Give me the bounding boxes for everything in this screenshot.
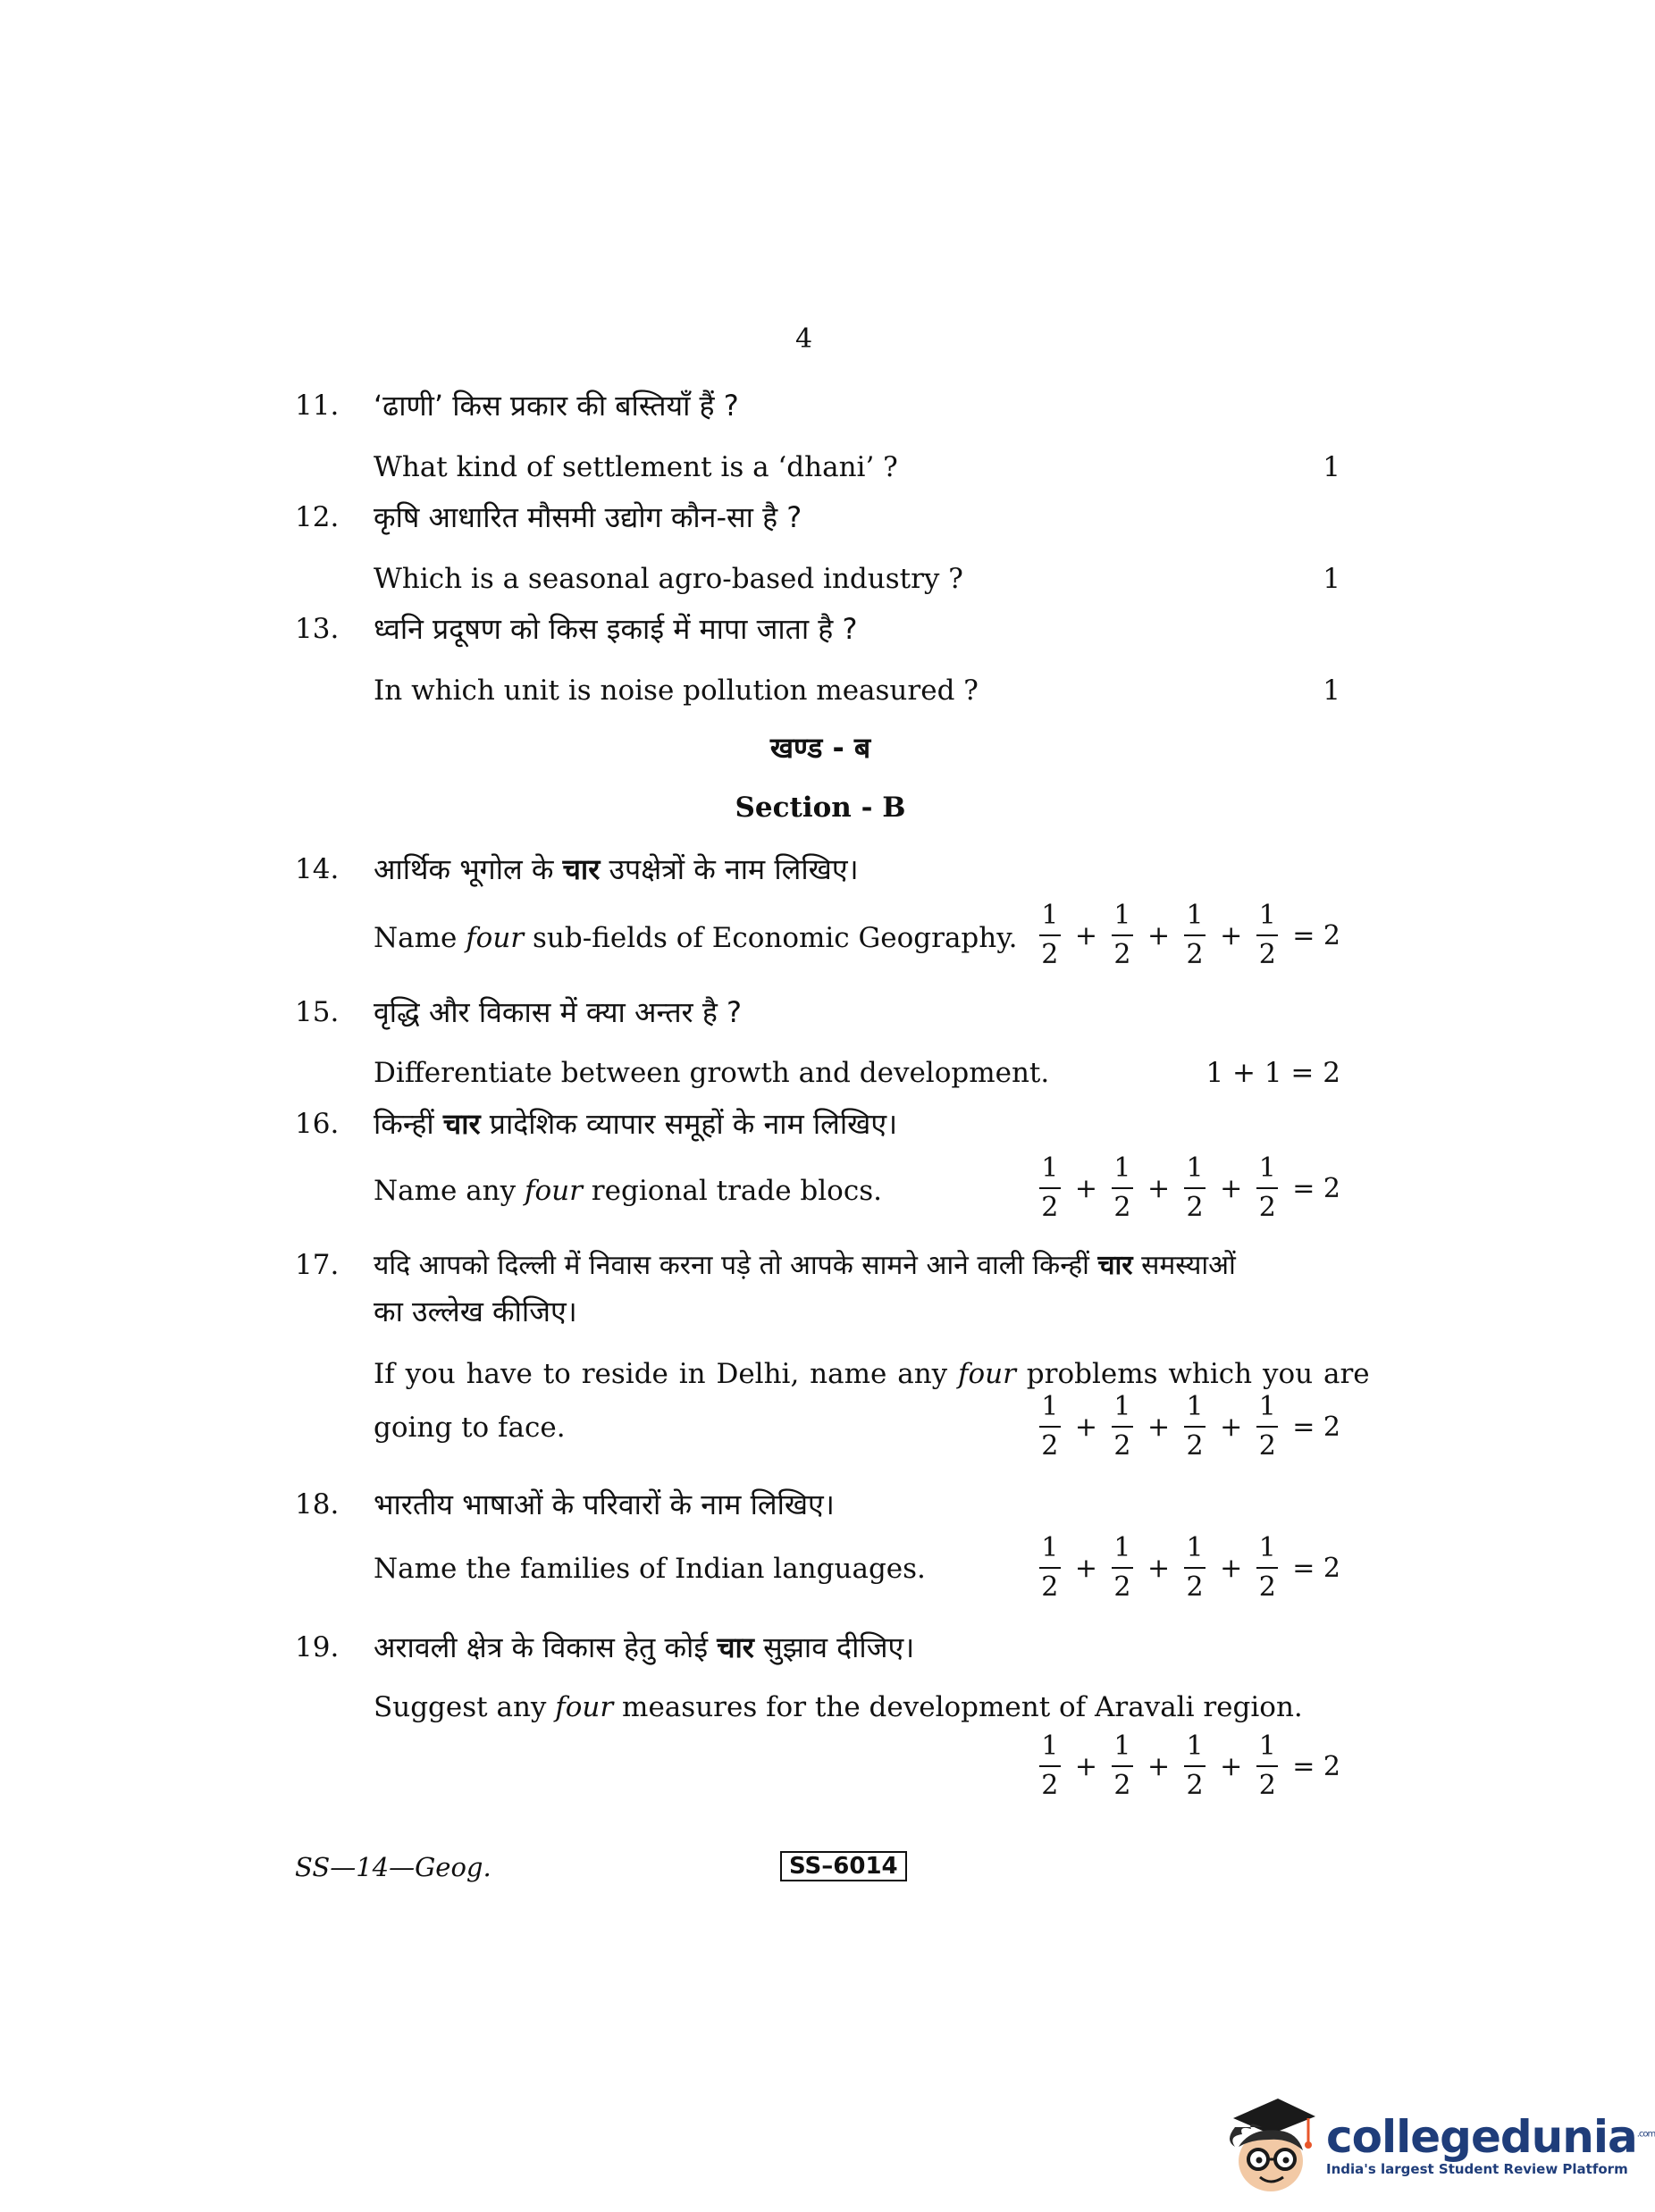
plus-sign: +: [1074, 1411, 1097, 1443]
fraction-marks: [1039, 1152, 1340, 1223]
fraction-denominator: 2: [1258, 1430, 1276, 1462]
fraction-denominator: 2: [1186, 1770, 1204, 1801]
footer-paper-code: SS–6014: [780, 1851, 907, 1881]
fraction-numerator: 1: [1258, 1730, 1276, 1762]
question-hindi: वृद्धि और विकास में क्या अन्तर है ?: [374, 995, 742, 1029]
fraction-half: [1256, 902, 1278, 968]
question-number: 12.: [295, 501, 340, 533]
question-hindi: यदि आपको दिल्ली में निवास करना पड़े तो आपके सामने आने वाली किन्हीं चार समस्याओं: [374, 1250, 1236, 1281]
question-hindi: आर्थिक भूगोल के चार उपक्षेत्रों के नाम लिखिए।: [374, 852, 859, 886]
fraction-half: [1256, 1730, 1278, 1801]
fraction-denominator: 2: [1113, 939, 1131, 970]
plus-sign: +: [1220, 1552, 1243, 1584]
fraction-half: [1112, 902, 1133, 968]
fraction-denominator: 2: [1041, 1192, 1059, 1223]
fraction-denominator: 2: [1113, 1770, 1131, 1801]
fraction-marks: [1039, 1532, 1340, 1603]
marks-total: = 2: [1292, 1172, 1340, 1204]
footer-subject-code: SS—14—Geog.: [295, 1852, 491, 1882]
plus-sign: +: [1147, 1750, 1171, 1782]
plus-sign: +: [1220, 919, 1243, 951]
fraction-half: [1112, 1532, 1133, 1603]
plus-sign: +: [1220, 1411, 1243, 1443]
fraction-denominator: 2: [1041, 1430, 1059, 1462]
question-english: Differentiate between growth and development.: [374, 1057, 1050, 1089]
question-number: 13.: [295, 613, 340, 645]
fraction-numerator: 1: [1258, 1152, 1276, 1184]
fraction-denominator: 2: [1041, 939, 1059, 970]
fraction-numerator: 1: [1041, 1391, 1059, 1422]
plus-sign: +: [1074, 1172, 1097, 1204]
fraction-numerator: 1: [1041, 1152, 1059, 1184]
plus-sign: +: [1220, 1750, 1243, 1782]
fraction-half: [1184, 1391, 1206, 1462]
marks-total: = 2: [1292, 1552, 1340, 1584]
fraction-half: [1184, 902, 1206, 968]
question-hindi-line2: का उल्लेख कीजिए।: [374, 1295, 577, 1328]
plus-sign: +: [1147, 1172, 1171, 1204]
question-number: 15.: [295, 996, 340, 1028]
question-hindi: अरावली क्षेत्र के विकास हेतु कोई चार सुझाव दीजिए।: [374, 1630, 915, 1664]
question-number: 17.: [295, 1249, 340, 1281]
fraction-marks: [1039, 902, 1340, 968]
fraction-denominator: 2: [1258, 1770, 1276, 1801]
question-english: Name four sub-fields of Economic Geography.: [374, 922, 1018, 954]
question-english: Name any four regional trade blocs.: [374, 1175, 882, 1207]
fraction-half: [1039, 1532, 1061, 1603]
fraction-denominator: 2: [1258, 1571, 1276, 1603]
fraction-half: [1256, 1532, 1278, 1603]
fraction-denominator: 2: [1113, 1192, 1131, 1223]
fraction-numerator: 1: [1113, 1152, 1131, 1184]
fraction-numerator: 1: [1186, 1532, 1204, 1563]
fraction-half: [1039, 1730, 1061, 1801]
fraction-denominator: 2: [1186, 1192, 1204, 1223]
fraction-denominator: 2: [1113, 1571, 1131, 1603]
fraction-half: [1112, 1152, 1133, 1223]
fraction-half: [1112, 1391, 1133, 1462]
fraction-half: [1184, 1152, 1206, 1223]
fraction-denominator: 2: [1041, 1571, 1059, 1603]
fraction-denominator: 2: [1186, 1430, 1204, 1462]
fraction-numerator: 1: [1186, 1730, 1204, 1762]
question-number: 18.: [295, 1488, 340, 1521]
fraction-numerator: 1: [1113, 1391, 1131, 1422]
section-heading-english: Section - B: [735, 792, 906, 824]
collegedunia-logo: [1215, 2086, 1655, 2202]
question-hindi: कृषि आधारित मौसमी उद्योग कौन-सा है ?: [374, 500, 802, 534]
fraction-denominator: 2: [1113, 1430, 1131, 1462]
fraction-half: [1256, 1152, 1278, 1223]
question-marks: 1 + 1 = 2: [1206, 1057, 1340, 1089]
fraction-numerator: 1: [1258, 1391, 1276, 1422]
marks-total: = 2: [1292, 1750, 1340, 1782]
fraction-numerator: 1: [1113, 1730, 1131, 1762]
plus-sign: +: [1147, 1552, 1171, 1584]
question-marks: 1: [1323, 451, 1340, 483]
plus-sign: +: [1074, 919, 1097, 951]
fraction-denominator: 2: [1041, 1770, 1059, 1801]
plus-sign: +: [1147, 919, 1171, 951]
question-number: 11.: [295, 390, 340, 422]
fraction-denominator: 2: [1258, 1192, 1276, 1223]
mascot-icon: [1215, 2091, 1321, 2197]
fraction-numerator: 1: [1041, 1730, 1059, 1762]
page-number: 4: [795, 323, 813, 355]
fraction-half: [1039, 1152, 1061, 1223]
fraction-numerator: 1: [1186, 1391, 1204, 1422]
question-number: 14.: [295, 853, 340, 885]
fraction-numerator: 1: [1186, 900, 1204, 931]
question-english: What kind of settlement is a ‘dhani’ ?: [374, 451, 898, 483]
question-english: Which is a seasonal agro-based industry ?: [374, 563, 963, 595]
brand-name: collegedunia: [1326, 2111, 1637, 2163]
marks-total: = 2: [1292, 919, 1340, 951]
question-marks: 1: [1323, 563, 1340, 595]
question-marks: 1: [1323, 674, 1340, 707]
fraction-numerator: 1: [1258, 1532, 1276, 1563]
plus-sign: +: [1147, 1411, 1171, 1443]
question-hindi: ध्वनि प्रदूषण को किस इकाई में मापा जाता है ?: [374, 612, 858, 646]
brand-tagline: India's largest Student Review Platform: [1326, 2161, 1628, 2177]
fraction-half: [1184, 1730, 1206, 1801]
brand-suffix: .com: [1636, 2129, 1655, 2140]
fraction-numerator: 1: [1041, 900, 1059, 931]
fraction-numerator: 1: [1113, 900, 1131, 931]
marks-total: = 2: [1292, 1411, 1340, 1443]
question-english-line2: going to face.: [374, 1412, 566, 1444]
question-english: If you have to reside in Delhi, name any four problems which you are: [374, 1358, 1370, 1390]
plus-sign: +: [1220, 1172, 1243, 1204]
fraction-marks: [1039, 1730, 1340, 1801]
fraction-numerator: 1: [1041, 1532, 1059, 1563]
question-hindi: भारतीय भाषाओं के परिवारों के नाम लिखिए।: [374, 1487, 835, 1521]
question-hindi: ‘ढाणी’ किस प्रकार की बस्तियाँ हैं ?: [374, 389, 739, 423]
fraction-denominator: 2: [1186, 1571, 1204, 1603]
question-english: Name the families of Indian languages.: [374, 1553, 926, 1585]
fraction-numerator: 1: [1113, 1532, 1131, 1563]
fraction-half: [1112, 1730, 1133, 1801]
question-number: 19.: [295, 1631, 340, 1663]
plus-sign: +: [1074, 1552, 1097, 1584]
fraction-marks: [1039, 1391, 1340, 1462]
fraction-denominator: 2: [1258, 939, 1276, 970]
fraction-half: [1039, 1391, 1061, 1462]
question-number: 16.: [295, 1108, 340, 1140]
question-english: In which unit is noise pollution measured ?: [374, 674, 979, 707]
plus-sign: +: [1074, 1750, 1097, 1782]
fraction-numerator: 1: [1258, 900, 1276, 931]
fraction-half: [1256, 1391, 1278, 1462]
fraction-half: [1184, 1532, 1206, 1603]
fraction-half: [1039, 902, 1061, 968]
section-heading-hindi: खण्ड - ब: [769, 731, 871, 765]
question-hindi: किन्हीं चार प्रादेशिक व्यापार समूहों के नाम लिखिए।: [374, 1107, 898, 1141]
question-english: Suggest any four measures for the development of Aravali region.: [374, 1691, 1303, 1723]
fraction-numerator: 1: [1186, 1152, 1204, 1184]
fraction-denominator: 2: [1186, 939, 1204, 970]
